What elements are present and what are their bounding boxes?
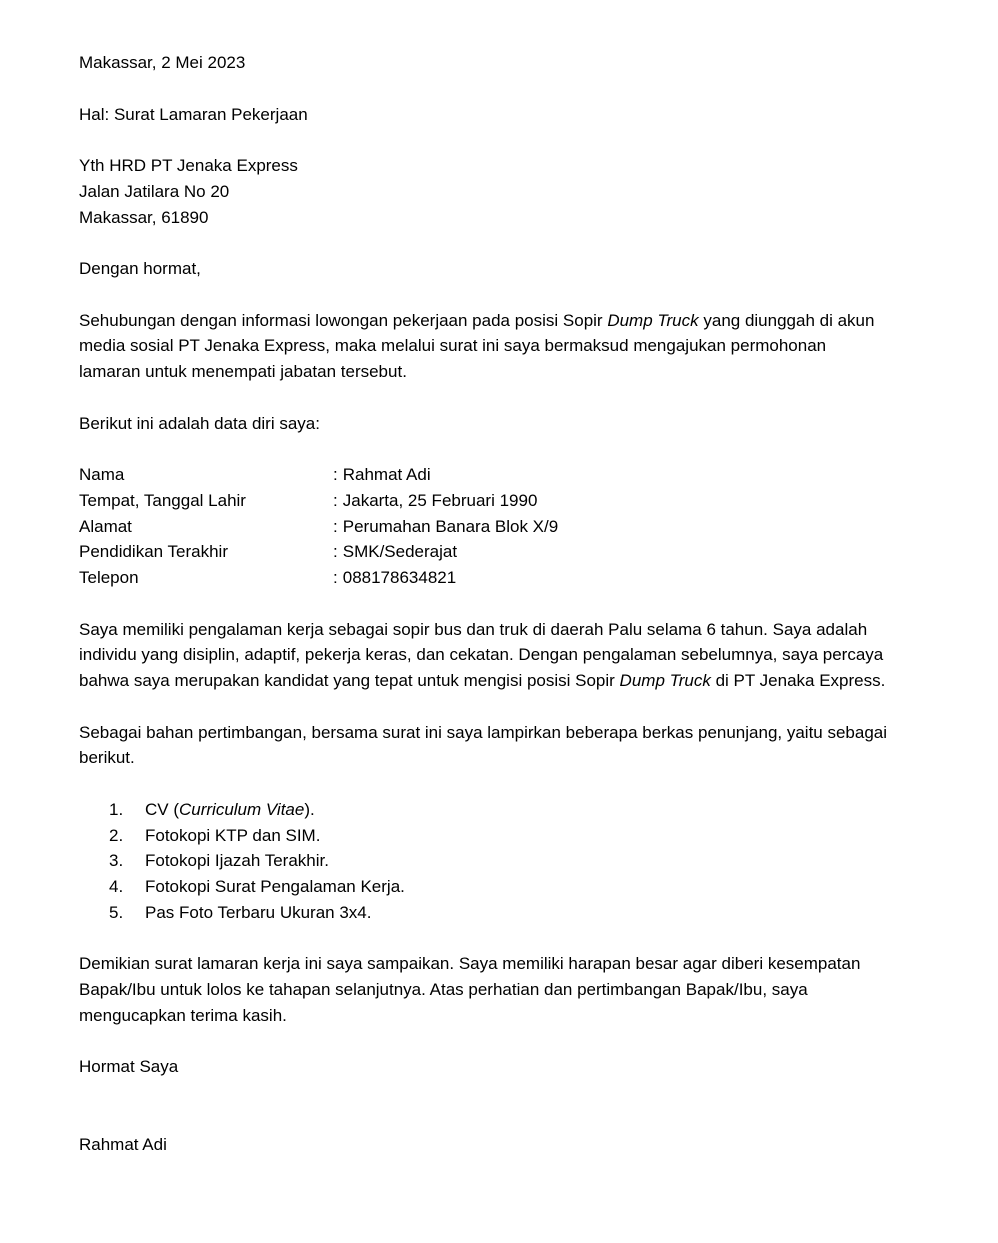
letter-body xyxy=(79,50,891,1157)
recipient-city: Makassar, 61890 xyxy=(79,207,209,227)
data-value: 088178634821 xyxy=(342,568,457,587)
data-value: Jakarta, 25 Februari 1990 xyxy=(342,490,538,510)
data-colon: : xyxy=(333,516,338,536)
recipient-name: Yth HRD PT Jenaka Express xyxy=(79,156,298,175)
data-row-alamat xyxy=(79,514,891,540)
recipient-street: Jalan Jatilara No 20 xyxy=(79,181,230,201)
list-item-text: Pas Foto Terbaru Ukuran 3x4. xyxy=(145,902,372,922)
list-item-number: 4. xyxy=(109,877,124,896)
data-row-tempat-tanggal-lahir xyxy=(79,488,891,514)
personal-data-block xyxy=(79,462,891,591)
data-label: Nama xyxy=(79,465,125,484)
data-colon: : xyxy=(333,465,338,484)
data-row-nama xyxy=(79,462,891,488)
salutation: Dengan hormat, xyxy=(79,259,201,278)
attachments-intro: Sebagai bahan pertimbangan, bersama surat ini saya lampirkan beberapa berkas penunjang, yaitu sebagai berikut. xyxy=(79,722,888,768)
data-label: Tempat, Tanggal Lahir xyxy=(79,490,246,510)
experience-paragraph: Saya memiliki pengalaman kerja sebagai sopir bus dan truk di daerah Palu selama 6 tahun. Saya adalah individu yang disiplin, adaptif, pekerja keras, dan cekatan. Dengan pengalaman sebelumnya, saya percaya bahwa saya merupakan kandidat yang tepat untuk mengisi posisi Sopir Dump Truck di PT Jenaka Express. xyxy=(79,619,886,690)
data-label: Telepon xyxy=(79,568,139,587)
list-item-text: Fotokopi KTP dan SIM. xyxy=(145,825,321,845)
data-colon: : xyxy=(333,542,338,562)
data-row-pendidikan-terakhir xyxy=(79,539,891,565)
data-value: SMK/Sederajat xyxy=(342,542,458,562)
list-item xyxy=(79,848,891,874)
data-value: Rahmat Adi xyxy=(342,465,431,484)
personal-data-intro: Berikut ini adalah data diri saya: xyxy=(79,413,320,433)
attachments-list xyxy=(79,797,891,926)
list-item xyxy=(79,874,891,900)
list-item-number: 3. xyxy=(109,851,124,871)
list-item xyxy=(79,900,891,926)
list-item xyxy=(79,823,891,849)
date-line: Makassar, 2 Mei 2023 xyxy=(79,53,246,72)
list-item-number: 2. xyxy=(109,825,124,845)
list-item-text: Fotokopi Surat Pengalaman Kerja. xyxy=(145,877,405,896)
data-row-telepon xyxy=(79,565,891,591)
data-label: Pendidikan Terakhir xyxy=(79,542,228,562)
data-value: Perumahan Banara Blok X/9 xyxy=(342,516,559,536)
signature-name: Rahmat Adi xyxy=(79,1134,167,1154)
subject-line: Hal: Surat Lamaran Pekerjaan xyxy=(79,104,308,124)
signoff: Hormat Saya xyxy=(79,1057,179,1077)
list-item xyxy=(79,797,891,823)
closing-paragraph: Demikian surat lamaran kerja ini saya sampaikan. Saya memiliki harapan besar agar diberi kesempatan Bapak/Ibu untuk lolos ke tahapan selanjutnya. Atas perhatian dan pertimbangan Bapak/Ibu, saya mengucapkan terima kasih. xyxy=(79,954,861,1025)
recipient-block xyxy=(79,153,891,230)
data-label: Alamat xyxy=(79,516,132,536)
opening-paragraph: Sehubungan dengan informasi lowongan pekerjaan pada posisi Sopir Dump Truck yang diunggah di akun media sosial PT Jenaka Express, maka melalui surat ini saya bermaksud mengajukan permohonan lamaran untuk menempati jabatan tersebut. xyxy=(79,310,875,381)
list-item-text: CV (Curriculum Vitae). xyxy=(145,799,315,819)
data-colon: : xyxy=(333,568,338,587)
list-item-number: 5. xyxy=(109,902,124,922)
list-item-text: Fotokopi Ijazah Terakhir. xyxy=(145,851,329,871)
list-item-number: 1. xyxy=(109,799,124,819)
data-colon: : xyxy=(333,490,338,510)
